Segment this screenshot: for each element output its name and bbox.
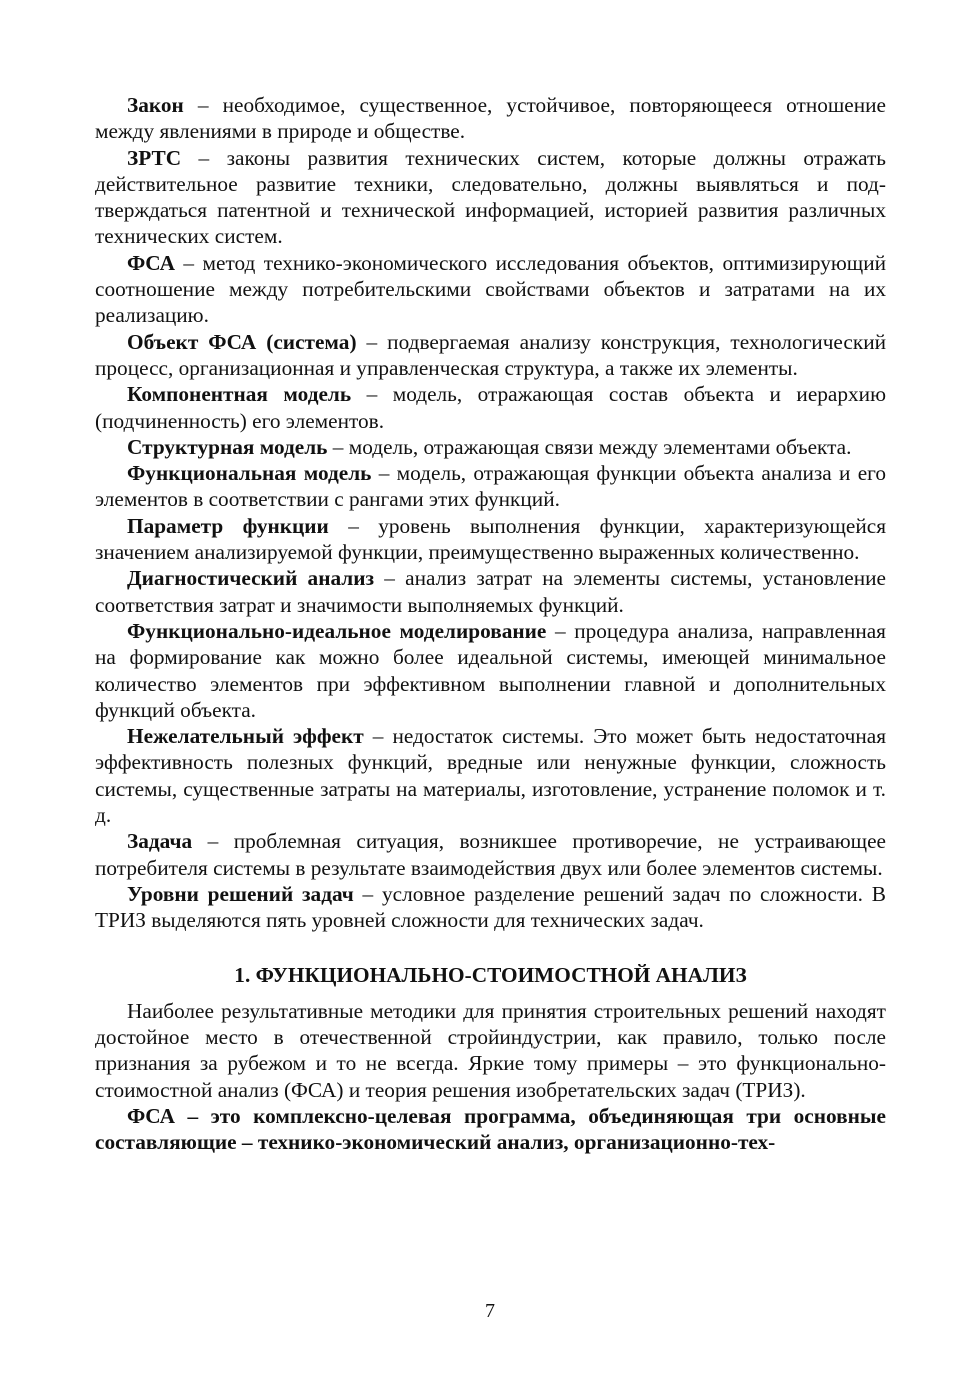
definition-paragraph bbox=[95, 881, 886, 934]
definition-paragraph bbox=[95, 434, 886, 460]
page-number: 7 bbox=[485, 1300, 495, 1322]
definition-text: – модель, отражающая функции объекта анализа и его элементов в соответствии с рангами этих функций. bbox=[95, 461, 887, 512]
page-content bbox=[95, 92, 886, 1156]
definition-term: Структурная модель bbox=[127, 434, 328, 459]
definition-text: – недостаток системы. Это может быть недостаточная эффективность полезных функций, вредные или ненужные функции, сложность системы, существенные затраты на материалы, изготовление, устранение поломок и т. д. bbox=[95, 724, 886, 828]
definition-text: – уровень выполнения функции, характеризующейся значением анализируемой функции, преимущественно выраженных количественно. bbox=[95, 513, 886, 565]
definition-paragraph bbox=[95, 381, 886, 434]
definition-term: ЗРТС bbox=[127, 145, 182, 170]
definition-text: – условное разделение решений задач по сложности. В ТРИЗ выделяются пять уровней сложности для технических задач. bbox=[95, 881, 886, 933]
section-heading: 1. ФУНКЦИОНАЛЬНО-СТОИМОСТНОЙ АНАЛИЗ bbox=[234, 962, 747, 987]
definition-text: – проблемная ситуация, возникшее противоречие, не устраивающее потребителя системы в результате взаимодействия двух или более элементов системы. bbox=[95, 829, 886, 880]
definition-term: Объект ФСА (система) bbox=[127, 329, 357, 354]
definition-term: ФСА bbox=[127, 250, 175, 275]
definition-paragraph bbox=[95, 92, 886, 145]
definition-paragraph bbox=[95, 618, 886, 723]
definition-term: Закон bbox=[127, 93, 184, 117]
definition-text: – процедура анализа, направленная на формирование как можно более идеальной системы, имеющей минимальное количество элементов при эффективном выполнении главной и дополнительных функций объекта. bbox=[95, 618, 886, 722]
definition-term: Нежелательный эффект bbox=[127, 724, 364, 749]
definition-text: – метод технико-экономического исследования объектов, оптимизирующий соотношение между потребительскими свойствами объектов и затратами на их реализацию. bbox=[95, 250, 886, 328]
definition-paragraph bbox=[95, 145, 886, 250]
definition-paragraph bbox=[95, 250, 886, 329]
definition-text: – подвергаемая анализу конструкция, технологический процесс, организационная и управленческая структура, а также их элементы. bbox=[95, 329, 886, 380]
definition-paragraph bbox=[95, 723, 886, 828]
definition-text: – законы развития технических систем, которые должны отражать действительное развитие техники, следовательно, должны выявляться и подтверждаться патентной и технической информацией, историей развития различных технических систем. bbox=[95, 145, 886, 249]
definition-text: – модель, отражающая связи между элементами объекта. bbox=[327, 434, 852, 459]
definition-paragraph bbox=[95, 513, 886, 566]
definition-term: Уровни решений задач bbox=[127, 881, 354, 906]
definition-text: – анализ затрат на элементы системы, установление соответствия затрат и значимости выполняемых функций. bbox=[95, 566, 886, 617]
definition-term: Задача bbox=[127, 829, 193, 854]
definition-paragraph bbox=[95, 329, 886, 382]
definition-paragraph bbox=[95, 460, 886, 513]
definition-text: – модель, отражающая состав объекта и иерархию (подчиненность) его элементов. bbox=[95, 382, 886, 433]
section-paragraph: Наиболее результативные методики для принятия строительных решений находят достойное место в отечественной стройиндустрии, как правило, только после признания за рубежом и то не всегда. Яркие тому примеры – это функционально-стоимостной анализ (ФСА) и теория решения изобретательских задач (ТРИЗ). bbox=[95, 998, 886, 1102]
definition-term: Функциональная модель bbox=[127, 461, 372, 486]
definition-paragraph bbox=[95, 828, 886, 881]
definition-term: Диагностический анализ bbox=[127, 566, 375, 591]
section-paragraph-bold: ФСА – это комплексно-целевая программа, объединяющая три основные составляющие – технико-экономический анализ, организационно-тех- bbox=[95, 1103, 886, 1155]
definition-term: Параметр функции bbox=[127, 513, 329, 538]
definition-term: Функционально-идеальное моделирование bbox=[127, 618, 547, 643]
definition-term: Компонентная модель bbox=[127, 382, 352, 407]
definition-text: – необходимое, существенное, устойчивое, повторяющееся отношение между явлениями в природе и обществе. bbox=[95, 93, 886, 144]
definition-paragraph bbox=[95, 565, 886, 618]
